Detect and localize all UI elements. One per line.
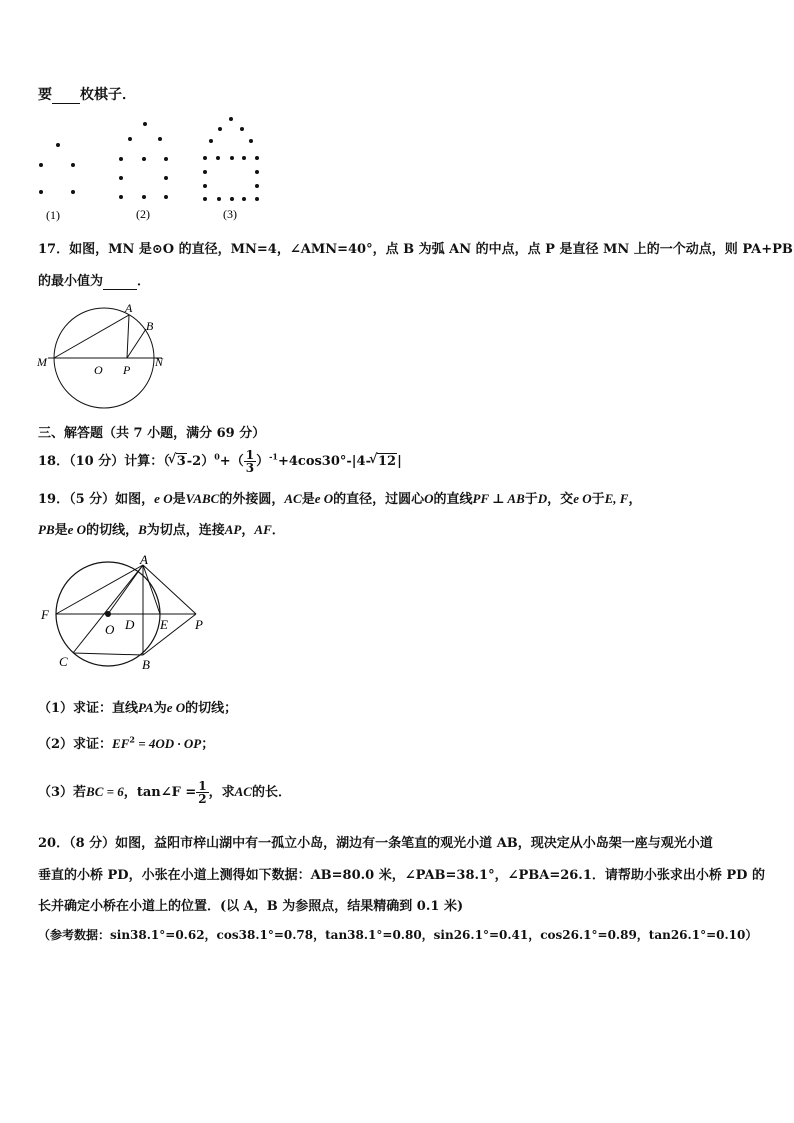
q18-plus-open: +（ xyxy=(219,454,244,469)
dot xyxy=(164,176,168,180)
q17-line-1: 17．如图，MN 是⊙O 的直径，MN=4，∠AMN=40°，点 B 为弧 AN 的中点，点 P 是直径 MN 上的一个动点，则 PA+PB xyxy=(38,242,793,257)
dot xyxy=(209,139,213,143)
point-d: D xyxy=(537,491,548,506)
q17-line-2-text: 的最小值为 xyxy=(38,274,104,289)
line-pa: PA xyxy=(138,700,154,715)
label-f: F xyxy=(41,607,49,622)
figure-16-dot-patterns xyxy=(30,110,270,225)
dot xyxy=(119,157,123,161)
q18-prefix: 18．（10 分）计算：（ xyxy=(38,454,170,469)
center-point-o xyxy=(105,611,111,617)
q19-text: 的切线， xyxy=(86,523,139,538)
fraction-one-third xyxy=(244,449,256,474)
q19-sub-2 xyxy=(38,733,214,752)
frac-num: 1 xyxy=(245,448,255,462)
dot xyxy=(71,190,75,194)
segment-af: AF xyxy=(254,522,272,537)
q20-line-1: 20．（8 分）如图，益阳市梓山湖中有一孤立小岛，湖边有一条笔直的观光小道 AB，现决定从小岛架一座与观光小道 xyxy=(38,836,713,851)
dot xyxy=(158,137,162,141)
q16-text-after: 枚棋子． xyxy=(80,87,136,103)
dot xyxy=(242,156,246,160)
segment-ap xyxy=(127,315,129,358)
q19-sub3-text: ，求 xyxy=(208,785,235,800)
q20-line-2: 垂直的小桥 PD，小张在小道上测得如下数据：AB=80.0 米，∠PAB=38.1°，∠PBA=26.1．请帮助小张求出小桥 PD 的 xyxy=(38,868,765,883)
dot xyxy=(242,197,246,201)
point-o: O xyxy=(424,491,434,506)
segment-cb xyxy=(73,653,143,655)
sqrt-12: √ 12 xyxy=(377,453,397,469)
label-b: B xyxy=(146,319,154,333)
circle-o-symbol: e O xyxy=(314,491,334,506)
q19-text: 为切点，连接 xyxy=(146,523,225,538)
q20-line-3: 长并确定小桥在小道上的位置．(以 A，B 为参照点，结果精确到 0.1 米) xyxy=(38,899,464,914)
q18-end: | xyxy=(397,454,402,469)
bc-equals-6: BC = 6 xyxy=(86,784,124,799)
q18-tail: +4cos30°-|4- xyxy=(277,454,371,469)
dot xyxy=(217,197,221,201)
segment-ap xyxy=(143,565,196,614)
dot xyxy=(39,190,43,194)
dot xyxy=(119,176,123,180)
dot xyxy=(255,170,259,174)
dot xyxy=(142,195,146,199)
q20-reference-data: （参考数据：sin38.1°=0.62，cos38.1°=0.78，tan38.1°=0.80，sin26.1°=0.41，cos26.1°=0.89，tan26.1°=0.10） xyxy=(38,928,758,942)
label-a: A xyxy=(125,301,133,315)
q19-sub-3 xyxy=(38,780,291,805)
label-o: O xyxy=(105,622,115,637)
dot xyxy=(164,157,168,161)
frac-den: 2 xyxy=(198,792,207,806)
dot xyxy=(230,156,234,160)
dot xyxy=(39,163,43,167)
od-op-product: = 4OD · OP xyxy=(134,736,202,751)
label-p: P xyxy=(195,617,203,632)
label-b: B xyxy=(142,657,150,672)
q19-sub-1 xyxy=(38,697,237,716)
segment-ef: EF xyxy=(112,736,130,751)
q18-exp-neg1: -1 xyxy=(269,451,278,462)
figure-19-circle-tangent xyxy=(36,555,216,675)
fraction-one-half xyxy=(196,780,208,805)
q19-line-2 xyxy=(38,519,285,538)
q19-text: 的直径，过圆心 xyxy=(333,492,425,507)
label-a: A xyxy=(140,555,148,567)
answer-blank-16[interactable] xyxy=(52,87,80,104)
q19-text: ． xyxy=(271,523,285,538)
q19-text: ， xyxy=(628,492,642,507)
dot xyxy=(255,197,259,201)
dot xyxy=(240,127,244,131)
figure-16-label-2: (2) xyxy=(136,207,150,221)
dot xyxy=(143,122,147,126)
label-e: E xyxy=(160,617,168,632)
point-b: B xyxy=(138,522,147,537)
q19-text: 的直线 xyxy=(433,492,473,507)
label-o: O xyxy=(94,363,103,377)
segment-pb: PB xyxy=(38,522,55,537)
q19-text: ， xyxy=(241,523,255,538)
segment-ap: AP xyxy=(224,522,242,537)
section-3-heading: 三、解答题（共 7 小题，满分 69 分） xyxy=(38,426,266,441)
q19-line-1 xyxy=(38,488,641,507)
figure-17-circle xyxy=(34,300,174,412)
q19-text: 是 xyxy=(54,523,68,538)
points-e-f: E, F xyxy=(604,491,629,506)
segment-bp xyxy=(127,329,146,358)
tan-angle-f: tan∠F = xyxy=(136,785,197,800)
circle-o-symbol: e O xyxy=(573,491,592,506)
answer-blank-17[interactable] xyxy=(103,274,137,290)
q19-text: 是 xyxy=(172,492,186,507)
figure-16-label-1: (1) xyxy=(46,208,60,222)
segment-ac: AC xyxy=(284,491,302,506)
dot xyxy=(203,184,207,188)
triangle-abc: VABC xyxy=(185,491,220,506)
label-m: M xyxy=(37,355,47,369)
q16-line xyxy=(38,84,136,104)
q19-sub2-text: （2）求证： xyxy=(38,737,113,752)
label-n: N xyxy=(155,355,164,369)
dot xyxy=(164,195,168,199)
circle-o-symbol: e O xyxy=(154,491,173,506)
q18-minus2: -2） xyxy=(186,454,215,469)
label-c: C xyxy=(59,654,68,669)
q19-sub3-text: ， xyxy=(123,785,137,800)
sqrt-3: √ 3 xyxy=(176,453,187,469)
dot xyxy=(203,170,207,174)
q19-sub1-text: （1）求证：直线 xyxy=(38,701,139,716)
label-d: D xyxy=(125,617,135,632)
q19-sub2-text: ； xyxy=(201,737,215,752)
q18-line xyxy=(38,449,402,474)
q19-sub3-text: 的长． xyxy=(251,785,291,800)
q17-line-2-end: ． xyxy=(137,274,151,289)
pf-perp-ab: PF ⊥ AB xyxy=(472,491,525,506)
q19-text: ，交 xyxy=(547,492,574,507)
label-p: P xyxy=(123,363,131,377)
segment-bp xyxy=(143,614,196,655)
dot xyxy=(128,137,132,141)
dot xyxy=(218,127,222,131)
q19-sub1-text: 的切线； xyxy=(185,701,238,716)
exponent-2: 2 xyxy=(129,734,135,745)
q19-text: 是 xyxy=(301,492,315,507)
q17-line-2 xyxy=(38,270,150,290)
dot xyxy=(142,157,146,161)
frac-den: 3 xyxy=(245,461,255,475)
q16-text-before: 要 xyxy=(38,87,52,103)
dot xyxy=(216,156,220,160)
dot xyxy=(203,156,207,160)
dot xyxy=(249,139,253,143)
dot xyxy=(203,197,207,201)
figure-16-label-3: (3) xyxy=(223,207,237,221)
q19-sub1-text: 为 xyxy=(153,701,167,716)
dot xyxy=(255,184,259,188)
q19-text: 的外接圆， xyxy=(219,492,285,507)
q19-text: 于 xyxy=(591,492,605,507)
segment-af xyxy=(56,565,143,614)
q19-sub3-text: （3）若 xyxy=(38,785,87,800)
frac-num: 1 xyxy=(198,779,207,793)
dot xyxy=(230,197,234,201)
dot xyxy=(71,163,75,167)
dot xyxy=(56,143,60,147)
dot xyxy=(229,117,233,121)
segment-ac xyxy=(73,565,143,653)
circle-o-symbol: e O xyxy=(166,700,186,715)
segment-ma xyxy=(54,315,129,358)
q19-text: 于 xyxy=(524,492,538,507)
q19-text: 19．（5 分）如图， xyxy=(38,492,155,507)
dot xyxy=(255,156,259,160)
q18-exp0: 0 xyxy=(214,451,220,462)
segment-oa-radius xyxy=(108,565,143,614)
circle-o-symbol: e O xyxy=(67,522,87,537)
segment-ac: AC xyxy=(234,784,252,799)
dot xyxy=(119,195,123,199)
q18-close: ） xyxy=(256,454,270,469)
